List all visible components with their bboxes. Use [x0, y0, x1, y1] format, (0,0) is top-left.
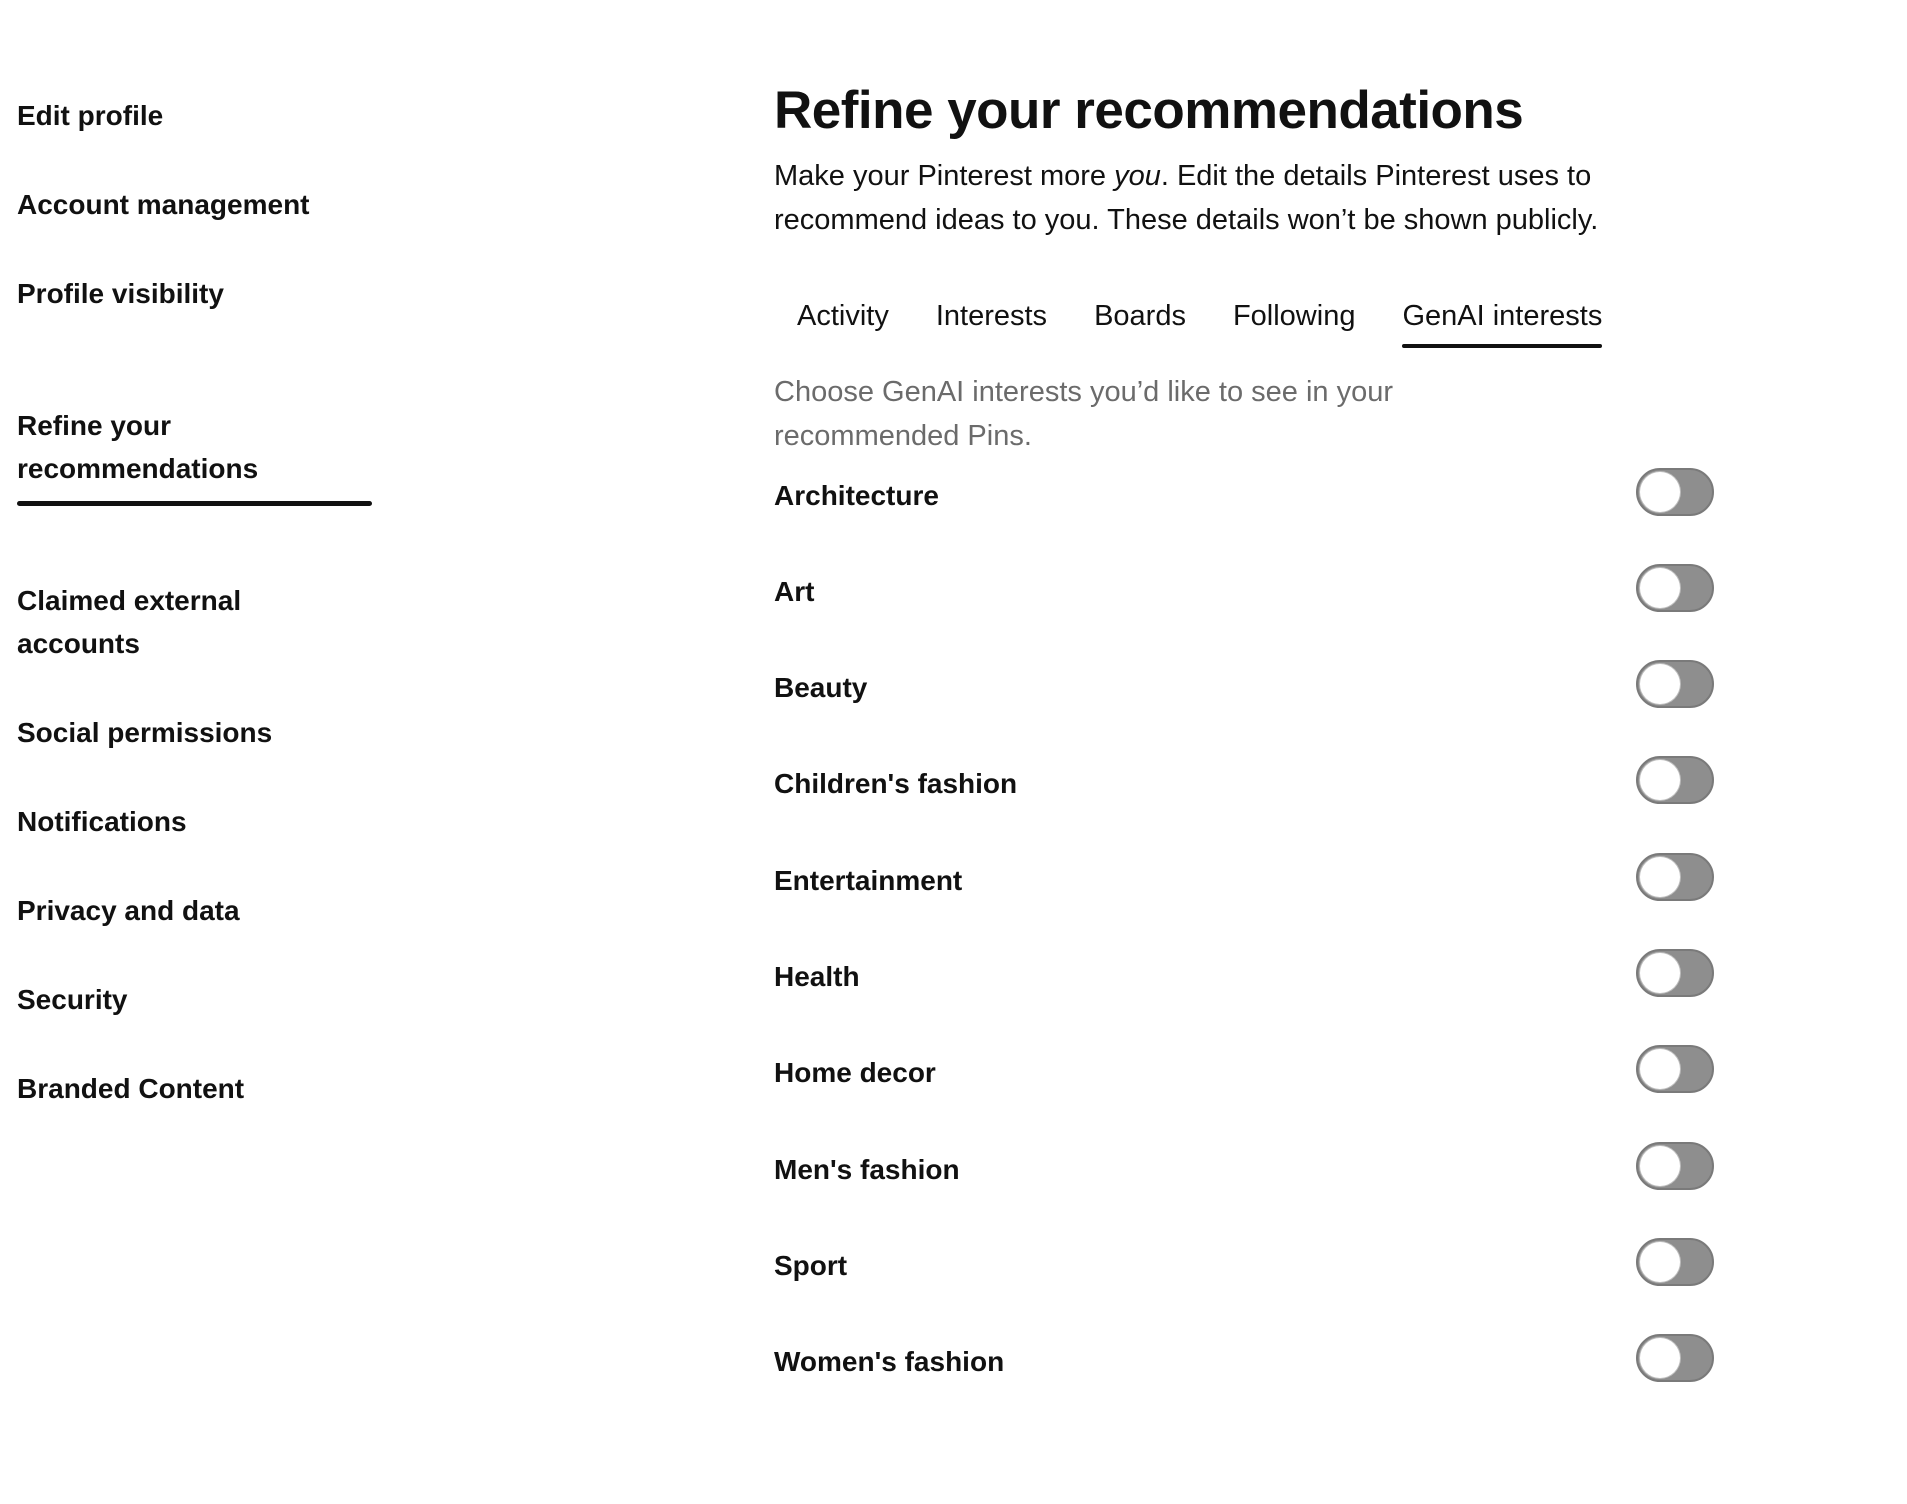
page-title: Refine your recommendations	[774, 81, 1524, 140]
mens-fashion-toggle[interactable]	[1636, 1142, 1714, 1190]
interest-row-art	[774, 564, 1714, 620]
tab-label: Interests	[935, 300, 1048, 332]
interest-label: Sport	[774, 1250, 848, 1281]
toggle-knob	[1640, 1338, 1680, 1378]
sidebar-item-label: Account management	[17, 189, 310, 220]
interest-label: Entertainment	[774, 865, 963, 896]
interest-row-home-decor	[774, 1045, 1714, 1101]
description-text: Make your Pinterest more	[774, 160, 1115, 192]
sidebar-item-branded-content[interactable]	[17, 1067, 373, 1110]
interest-label: Architecture	[774, 480, 939, 511]
womens-fashion-toggle[interactable]	[1636, 1334, 1714, 1382]
interest-row-architecture	[774, 468, 1714, 524]
sidebar-item-label: Branded Content	[17, 1073, 245, 1104]
tab-label: GenAI interests	[1402, 300, 1603, 332]
childrens-fashion-toggle[interactable]	[1636, 756, 1714, 804]
description-emphasis: you	[1114, 160, 1161, 192]
interest-label: Women's fashion	[774, 1346, 1005, 1377]
interest-row-womens-fashion	[774, 1334, 1714, 1390]
settings-sidebar	[17, 94, 373, 1110]
toggle-knob	[1640, 568, 1680, 608]
tab-activity[interactable]	[797, 294, 889, 348]
sidebar-item-edit-profile[interactable]	[17, 94, 373, 137]
toggle-knob	[1640, 857, 1680, 897]
interest-row-entertainment	[774, 853, 1714, 909]
sidebar-item-label: Edit profile	[17, 100, 164, 131]
interest-label: Men's fashion	[774, 1154, 960, 1185]
tab-interests[interactable]	[936, 294, 1047, 348]
sidebar-item-label: Profile visibility	[17, 278, 224, 309]
page-description	[774, 154, 1734, 242]
interest-row-mens-fashion	[774, 1142, 1714, 1198]
toggle-knob	[1640, 760, 1680, 800]
interest-label: Beauty	[774, 672, 868, 703]
sidebar-item-social-permissions[interactable]	[17, 711, 373, 754]
tab-following[interactable]	[1233, 294, 1356, 348]
entertainment-toggle[interactable]	[1636, 853, 1714, 901]
interest-row-sport	[774, 1238, 1714, 1294]
sidebar-item-label: Notifications	[17, 806, 187, 837]
tab-label: Boards	[1094, 300, 1186, 332]
recommendation-tabs	[797, 294, 1649, 348]
sidebar-item-label: Privacy and data	[17, 895, 240, 926]
interest-label: Art	[774, 576, 815, 607]
tab-label: Following	[1232, 300, 1356, 332]
tab-boards[interactable]	[1094, 294, 1186, 348]
toggle-knob	[1640, 1146, 1680, 1186]
interest-row-childrens-fashion	[774, 756, 1714, 812]
sidebar-item-claimed-external-accounts[interactable]	[17, 536, 373, 665]
sidebar-item-label: Social permissions	[17, 717, 273, 748]
interest-row-health	[774, 949, 1714, 1005]
interest-label: Health	[774, 961, 860, 992]
sidebar-item-label: Claimed external accounts	[17, 585, 242, 659]
home-decor-toggle[interactable]	[1636, 1045, 1714, 1093]
sidebar-item-notifications[interactable]	[17, 800, 373, 843]
sidebar-item-security[interactable]	[17, 978, 373, 1021]
sidebar-item-account-management[interactable]	[17, 183, 373, 226]
main-content	[774, 76, 1734, 1377]
tab-genai-interests[interactable]	[1402, 294, 1602, 348]
health-toggle[interactable]	[1636, 949, 1714, 997]
toggle-knob	[1640, 664, 1680, 704]
interest-label: Home decor	[774, 1057, 936, 1088]
sidebar-item-label: Security	[17, 984, 128, 1015]
genai-hint-text: Choose GenAI interests you’d like to see in your recommended Pins.	[774, 376, 1393, 452]
sidebar-item-refine-recommendations[interactable]	[17, 361, 373, 490]
interest-row-beauty	[774, 660, 1714, 716]
toggle-knob	[1640, 1242, 1680, 1282]
toggle-knob	[1640, 953, 1680, 993]
architecture-toggle[interactable]	[1636, 468, 1714, 516]
toggle-knob	[1640, 1049, 1680, 1089]
sidebar-item-privacy-and-data[interactable]	[17, 889, 373, 932]
description-text-rest: . Edit the details Pinterest uses to recommend ideas to you. These details won’t be shown publicly.	[774, 160, 1599, 236]
art-toggle[interactable]	[1636, 564, 1714, 612]
beauty-toggle[interactable]	[1636, 660, 1714, 708]
interest-label: Children's fashion	[774, 768, 1018, 799]
sport-toggle[interactable]	[1636, 1238, 1714, 1286]
sidebar-item-label: Refine your recommendations	[17, 410, 259, 484]
toggle-knob	[1640, 472, 1680, 512]
tab-label: Activity	[797, 300, 889, 332]
sidebar-item-profile-visibility[interactable]	[17, 272, 373, 315]
